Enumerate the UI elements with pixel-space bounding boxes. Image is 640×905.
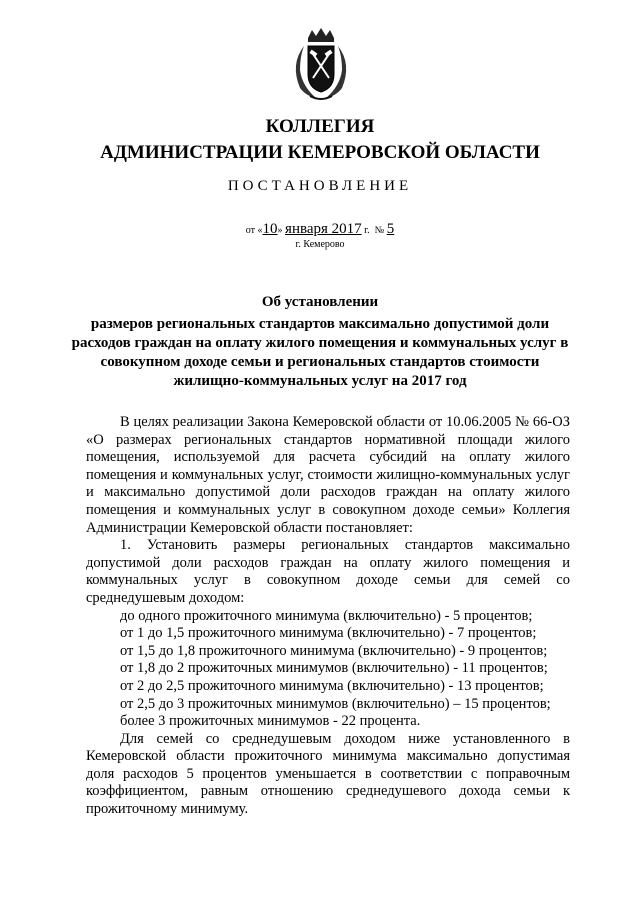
title-line1: Об установлении bbox=[261, 294, 379, 310]
date-prefix: от « bbox=[245, 225, 263, 236]
bracket-item: от 1,8 до 2 прожиточных минимумов (включительно) - 11 процентов; bbox=[120, 660, 548, 677]
year-suffix: г. bbox=[364, 225, 370, 236]
document-number: 5 bbox=[386, 221, 395, 237]
document-body bbox=[86, 414, 570, 819]
number-prefix: № bbox=[374, 225, 385, 236]
bracket-item: от 1 до 1,5 прожиточного минимума (включительно) - 7 процентов; bbox=[120, 625, 537, 642]
document-date-line bbox=[0, 221, 640, 238]
document-city: г. Кемерово bbox=[295, 239, 345, 250]
bracket-item: от 1,5 до 1,8 прожиточного минимума (включительно) - 9 процентов; bbox=[120, 642, 548, 659]
date-month-year: января 2017 bbox=[285, 221, 362, 237]
title-text: размеров региональных стандартов максимально допустимой доли расходов граждан на оплату жилого помещения и коммунальных услуг в совокупном доходе семьи и региональных стандартов стоимости жилищно-коммунальных услуг на 2017 год bbox=[71, 316, 569, 389]
coat-of-arms-icon bbox=[286, 26, 356, 102]
document-type: ПОСТАНОВЛЕНИЕ bbox=[227, 178, 413, 194]
closing-paragraph: Для семей со среднедушевым доходом ниже установленного в Кемеровской области прожиточного минимума максимально допустимая доля расходов 5 процентов уменьшается в соответствии с поправочным коэффициентом, равным отношению среднедушевого дохода семьи к прожиточному минимуму. bbox=[86, 730, 570, 818]
bracket-item: от 2 до 2,5 прожиточного минимума (включительно) - 13 процентов; bbox=[120, 677, 544, 694]
bracket-item: до одного прожиточного минимума (включительно) - 5 процентов; bbox=[120, 607, 533, 624]
bracket-item: от 2,5 до 3 прожиточных минимумов (включительно) – 15 процентов; bbox=[120, 695, 551, 712]
org-name-line1: КОЛЛЕГИЯ bbox=[265, 116, 375, 137]
date-mid: » bbox=[277, 225, 283, 236]
date-day: 10 bbox=[262, 221, 278, 237]
intro-paragraph: В целях реализации Закона Кемеровской области от 10.06.2005 № 66-ОЗ «О размерах региональных стандартов нормативной площади жилого помещения, используемой для расчета субсидий на оплату жилого помещения и коммунальных услуг, стоимости жилищно-коммунальных услуг и максимально допустимой доли расходов граждан на оплату жилого помещения и коммунальных услуг в совокупном доходе семьи» Коллегия Администрации Кемеровской области постановляет: bbox=[86, 414, 570, 536]
bracket-item: более 3 прожиточных минимумов - 22 процента. bbox=[120, 713, 421, 730]
org-name-line2: АДМИНИСТРАЦИИ КЕМЕРОВСКОЙ ОБЛАСТИ bbox=[100, 142, 540, 163]
item-1-paragraph: 1. Установить размеры региональных стандартов максимально допустимой доли расходов граждан на оплату жилого помещения и коммунальных услуг в совокупном доходе семьи для семей со среднедушевым доходом: bbox=[86, 537, 570, 606]
